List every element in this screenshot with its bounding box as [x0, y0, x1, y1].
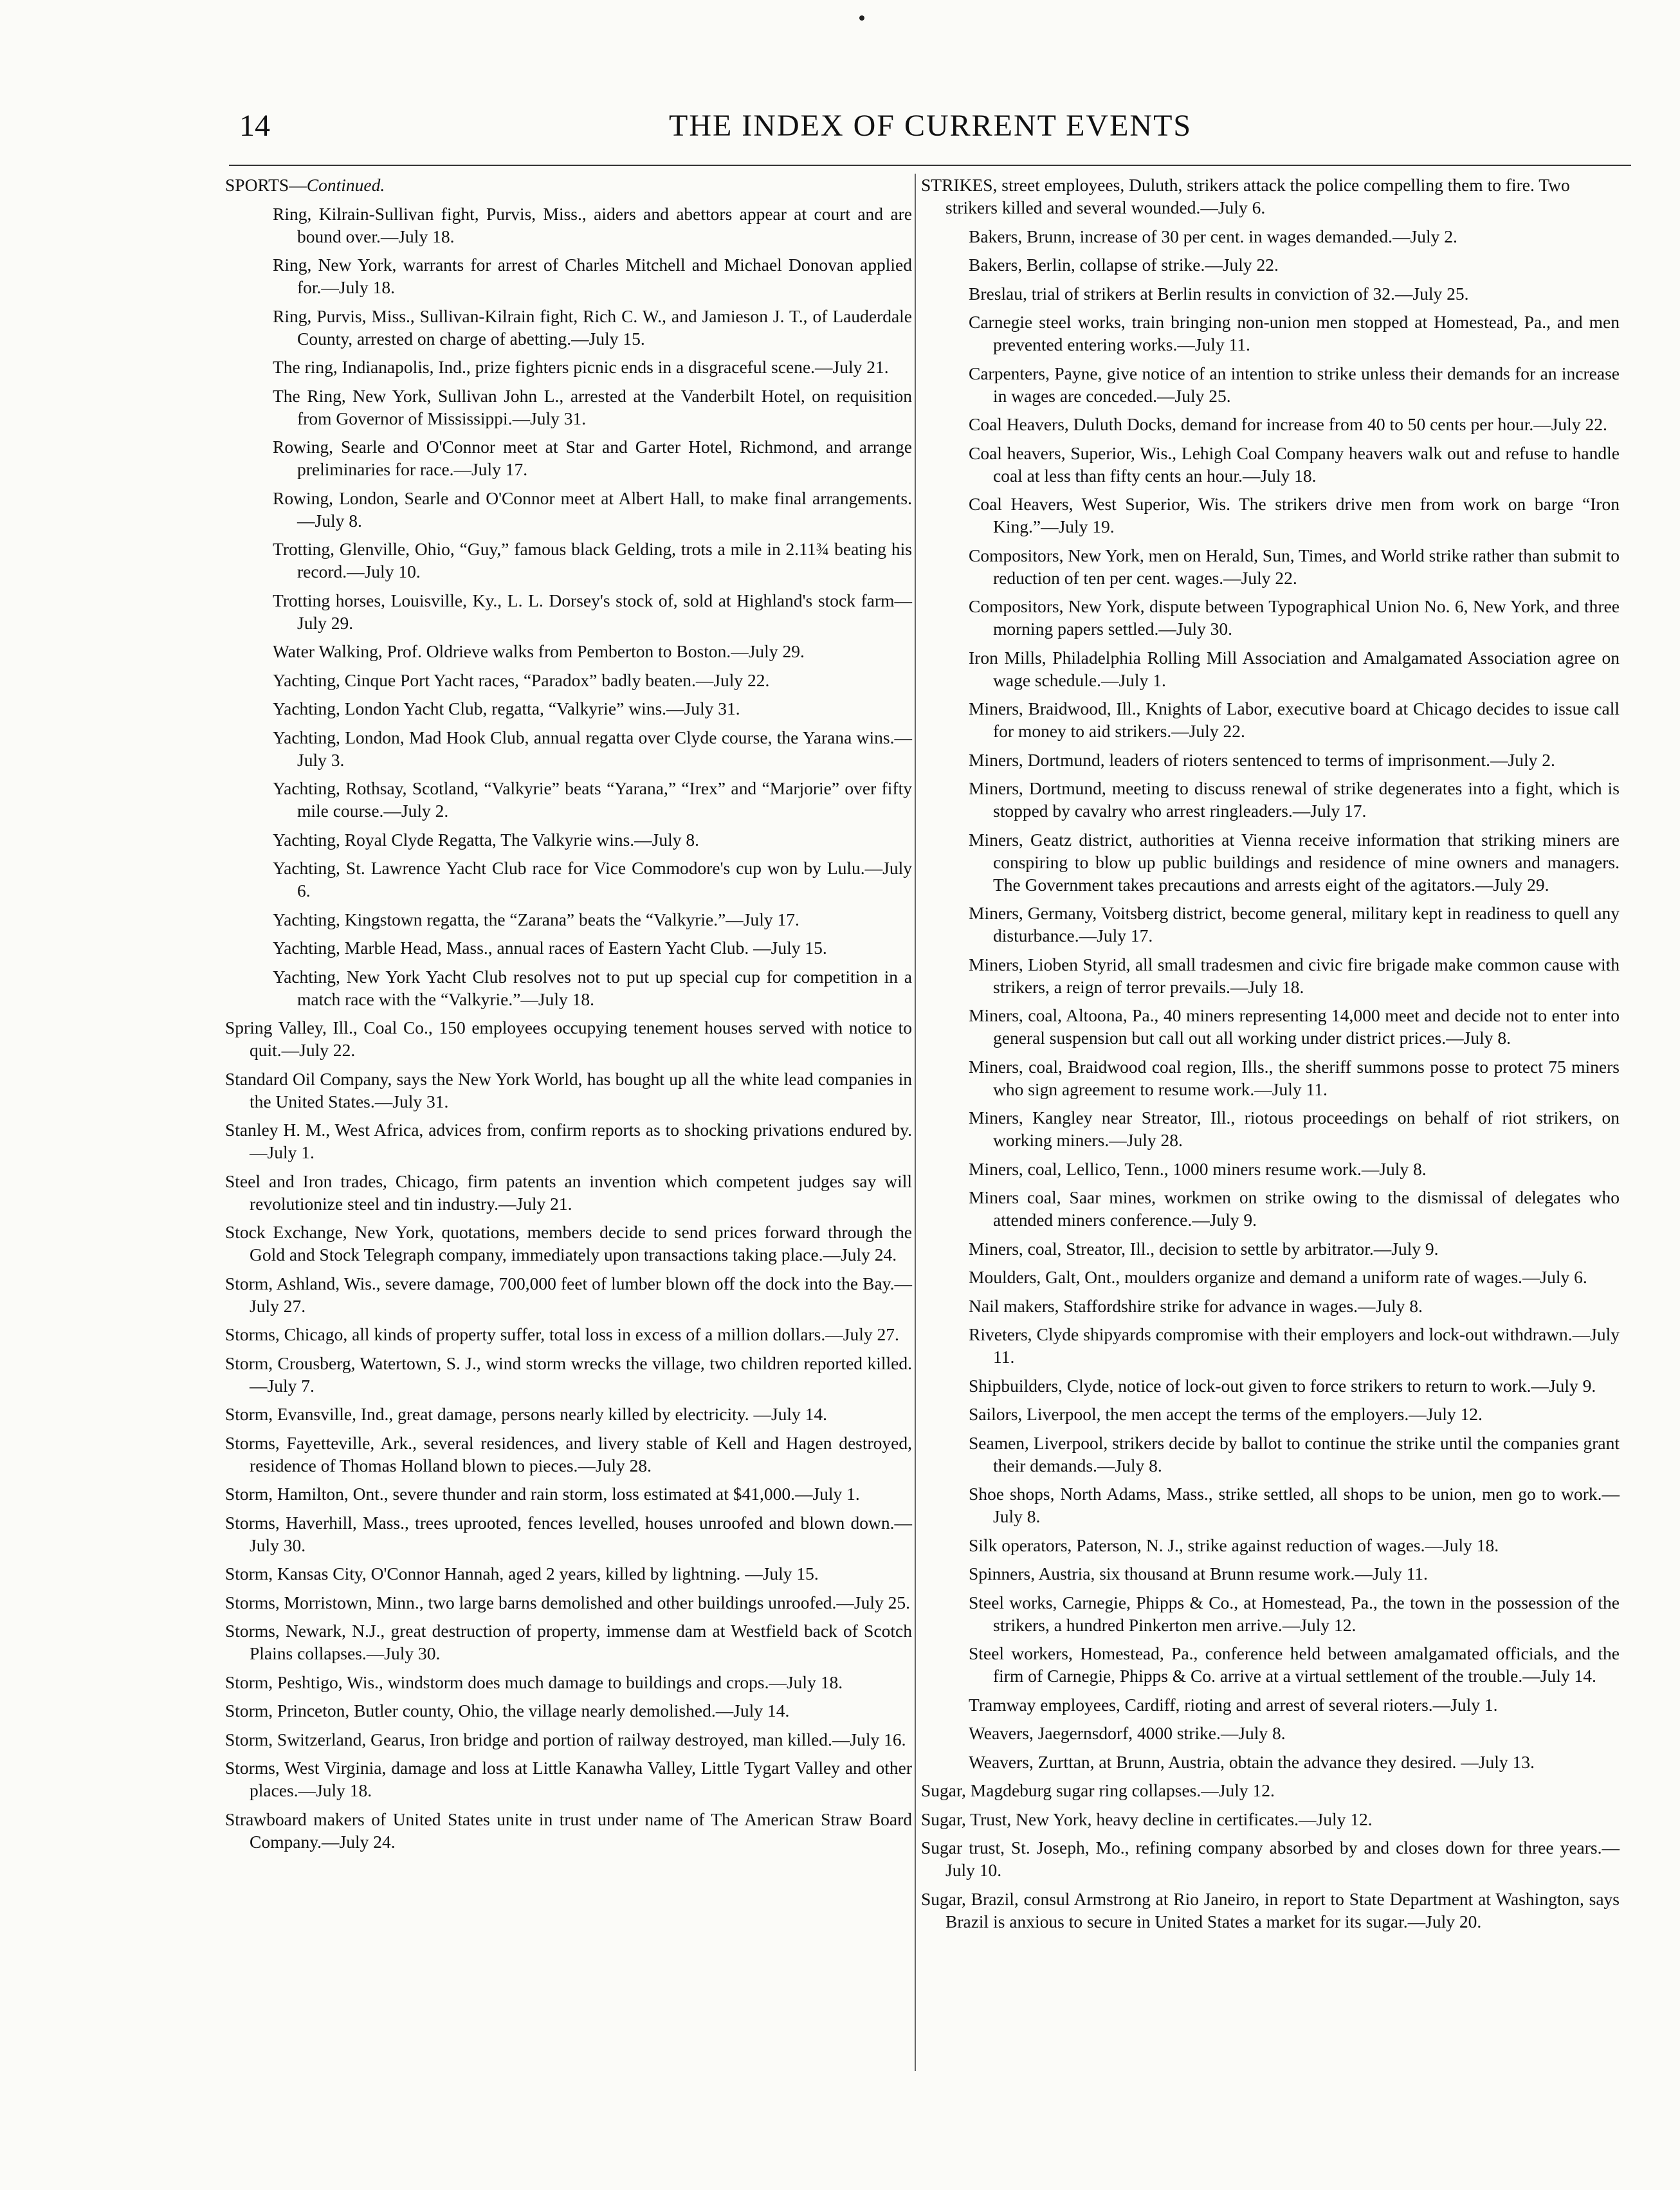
index-entry: Shoe shops, North Adams, Mass., strike settled, all shops to be union, men go to work.—July 8. [969, 1484, 1620, 1526]
index-entry: Bakers, Brunn, increase of 30 per cent. in wages demanded.—July 2. [969, 226, 1457, 246]
index-entry: Standard Oil Company, says the New York World, has bought up all the white lead companies in the United States.—July 31. [225, 1068, 912, 1111]
index-entry: Nail makers, Staffordshire strike for advance in wages.—July 8. [969, 1295, 1423, 1316]
strikes-sub-entries [921, 225, 1620, 1773]
index-entry: Storms, Morristown, Minn., two large barns demolished and other buildings unroofed.—July 25. [225, 1592, 911, 1612]
page-number: 14 [239, 109, 270, 143]
index-entry: Silk operators, Paterson, N. J., strike against reduction of wages.—July 18. [969, 1535, 1499, 1555]
index-entry: Bakers, Berlin, collapse of strike.—July 22. [969, 255, 1279, 275]
index-entry: Tramway employees, Cardiff, rioting and arrest of several rioters.—July 1. [969, 1694, 1498, 1715]
index-entry: Miners, Germany, Voitsberg district, become general, military kept in readiness to quell any disturbance.—July 17. [969, 903, 1620, 945]
index-entry: Steel workers, Homestead, Pa., conference held between amalgamated officials, and the firm of Carnegie, Phipps & Co. arrive at a virtual settlement of the trouble.—July 14. [969, 1643, 1620, 1686]
index-entry: Coal heavers, Superior, Wis., Lehigh Coal Company heavers walk out and refuse to handle coal at less than fifty cents an hour.—July 18. [969, 443, 1620, 486]
index-entry: Storms, Haverhill, Mass., trees uprooted, fences levelled, houses unroofed and blown down.—July 30. [225, 1512, 912, 1555]
index-entry: Miners, Dortmund, meeting to discuss renewal of strike degenerates into a fight, which is stopped by cavalry who arrest ringleaders.—July 17. [969, 778, 1620, 821]
index-entry: Sailors, Liverpool, the men accept the terms of the employers.—July 12. [969, 1404, 1483, 1424]
continued-label: Continued. [306, 175, 385, 195]
index-entry: Coal Heavers, Duluth Docks, demand for increase from 40 to 50 cents per hour.—July 22. [969, 414, 1607, 434]
index-entry: Yachting, Royal Clyde Regatta, The Valkyrie wins.—July 8. [273, 829, 700, 850]
right-entries [921, 1779, 1620, 1933]
index-entry: Miners coal, Saar mines, workmen on strike owing to the dismissal of delegates who attended miners conference.—July 9. [969, 1187, 1620, 1230]
index-entry: Yachting, New York Yacht Club resolves not to put up special cup for competition in a match race with the “Valkyrie.”—July 18. [273, 966, 912, 1009]
index-entry: Storm, Hamilton, Ont., severe thunder and rain storm, loss estimated at $41,000.—July 1. [225, 1484, 860, 1504]
column-divider [915, 174, 916, 2071]
index-entry: Coal Heavers, West Superior, Wis. The strikers drive men from work on barge “Iron King.”—July 19. [969, 494, 1620, 536]
sports-heading [225, 174, 912, 196]
index-entry: Spring Valley, Ill., Coal Co., 150 employees occupying tenement houses served with notice to quit.—July 22. [225, 1017, 912, 1060]
index-entry: Storm, Switzerland, Gearus, Iron bridge and portion of railway destroyed, man killed.—July 16. [225, 1729, 906, 1749]
index-entry: Storm, Crousberg, Watertown, S. J., wind storm wrecks the village, two children reported killed.—July 7. [225, 1353, 912, 1396]
index-entry: The Ring, New York, Sullivan John L., arrested at the Vanderbilt Hotel, on requisition from Governor of Mississippi.—July 31. [273, 385, 912, 428]
index-entry: Weavers, Zurttan, at Brunn, Austria, obtain the advance they desired. —July 13. [969, 1751, 1535, 1772]
index-entry: Seamen, Liverpool, strikers decide by ballot to continue the strike until the companies grant their demands.—July 8. [969, 1432, 1620, 1475]
index-entry: Compositors, New York, men on Herald, Sun, Times, and World strike rather than submit to reduction of ten per cent. wages.—July 22. [969, 545, 1620, 588]
index-entry: Strawboard makers of United States unite in trust under name of The American Straw Board Company.—July 24. [225, 1809, 912, 1852]
printer-dot [859, 15, 864, 21]
left-column [225, 174, 912, 1859]
index-entry: Miners, Dortmund, leaders of rioters sentenced to terms of imprisonment.—July 2. [969, 749, 1555, 770]
index-entry: Miners, coal, Streator, Ill., decision to settle by arbitrator.—July 9. [969, 1238, 1439, 1259]
sports-heading-label: SPORTS— [225, 175, 307, 195]
index-entry: Stanley H. M., West Africa, advices from, confirm reports as to shocking privations endured by.—July 1. [225, 1120, 912, 1162]
index-entry: Moulders, Galt, Ont., moulders organize and demand a uniform rate of wages.—July 6. [969, 1267, 1587, 1287]
index-entry: Miners, Braidwood, Ill., Knights of Labor, executive board at Chicago decides to issue call for money to aid strikers.—July 22. [969, 698, 1620, 741]
page-header [0, 108, 1680, 160]
index-entry: Trotting, Glenville, Ohio, “Guy,” famous black Gelding, trots a mile in 2.11¾ beating his record.—July 10. [273, 539, 912, 581]
index-entry: Storms, Fayetteville, Ark., several residences, and livery stable of Kell and Hagen destroyed, residence of Thomas Holland blown to pieces.—July 28. [225, 1432, 912, 1475]
index-entry: Miners, Kangley near Streator, Ill., riotous proceedings on behalf of riot strikers, on working miners.—July 28. [969, 1108, 1620, 1150]
index-entry: Stock Exchange, New York, quotations, members decide to send prices forward through the Gold and Stock Telegraph company, immediately upon transactions taking place.—July 24. [225, 1222, 912, 1264]
index-entry: Storm, Kansas City, O'Connor Hannah, aged 2 years, killed by lightning. —July 15. [225, 1564, 819, 1583]
index-entry: Miners, coal, Lellico, Tenn., 1000 miners resume work.—July 8. [969, 1158, 1427, 1179]
index-entry: Rowing, Searle and O'Connor meet at Star and Garter Hotel, Richmond, and arrange preliminaries for race.—July 17. [273, 437, 912, 479]
index-entry: Steel works, Carnegie, Phipps & Co., at Homestead, Pa., the town in the possession of the strikers, a hundred Pinkerton men arrive.—July 12. [969, 1592, 1620, 1635]
index-entry: Carnegie steel works, train bringing non-union men stopped at Homestead, Pa., and men prevented entering works.—July 11. [969, 312, 1620, 354]
index-entry: Miners, Lioben Styrid, all small tradesmen and civic fire brigade make common cause with strikers, a reign of terror prevails.—July 18. [969, 954, 1620, 997]
index-entry: Storms, Newark, N.J., great destruction of property, immense dam at Westfield back of Scotch Plains collapses.—July 30. [225, 1621, 912, 1663]
index-entry: Ring, New York, warrants for arrest of Charles Mitchell and Michael Donovan applied for.—July 18. [273, 255, 912, 297]
index-entry: Storms, Chicago, all kinds of property suffer, total loss in excess of a million dollars.—July 27. [225, 1324, 899, 1344]
index-entry: Storms, West Virginia, damage and loss at Little Kanawha Valley, Little Tygart Valley and other places.—July 18. [225, 1758, 912, 1800]
index-entry: Breslau, trial of strikers at Berlin results in conviction of 32.—July 25. [969, 283, 1469, 304]
index-entry: Yachting, London Yacht Club, regatta, “Valkyrie” wins.—July 31. [273, 698, 740, 718]
index-entry: Sugar trust, St. Joseph, Mo., refining company absorbed by and closes down for three years.—July 10. [921, 1838, 1620, 1880]
index-entry: Storm, Evansville, Ind., great damage, persons nearly killed by electricity. —July 14. [225, 1404, 828, 1424]
sports-sub-entries [225, 203, 912, 1010]
page-title: THE INDEX OF CURRENT EVENTS [669, 109, 1192, 143]
index-entry: Sugar, Magdeburg sugar ring collapses.—July 12. [921, 1780, 1275, 1800]
index-entry: Miners, Geatz district, authorities at Vienna receive information that striking miners are conspiring to blow up public buildings and residence of mine owners and managers. The Government takes precautions and arrests eight of the agitators.—July 29. [969, 829, 1620, 895]
right-column [921, 174, 1620, 1939]
index-entry: Miners, coal, Braidwood coal region, Ills., the sheriff summons posse to protect 75 miners who sign agreement to resume work.—July 11. [969, 1056, 1620, 1099]
header-rule [229, 165, 1631, 166]
index-entry: Yachting, Cinque Port Yacht races, “Paradox” badly beaten.—July 22. [273, 670, 770, 690]
index-entry: Riveters, Clyde shipyards compromise with their employers and lock-out withdrawn.—July 11. [969, 1324, 1620, 1367]
index-entry: Water Walking, Prof. Oldrieve walks from Pemberton to Boston.—July 29. [273, 641, 805, 661]
index-entry: Ring, Kilrain-Sullivan fight, Purvis, Miss., aiders and abettors appear at court and are bound over.—July 18. [273, 203, 912, 246]
index-entry: Sugar, Trust, New York, heavy decline in certificates.—July 12. [921, 1809, 1373, 1829]
index-entry: Yachting, Marble Head, Mass., annual races of Eastern Yacht Club. —July 15. [273, 938, 827, 958]
index-entry: Storm, Princeton, Butler county, Ohio, the village nearly demolished.—July 14. [225, 1701, 790, 1720]
index-entry: Compositors, New York, dispute between Typographical Union No. 6, New York, and three morning papers settled.—July 30. [969, 596, 1620, 639]
index-entry: Yachting, Kingstown regatta, the “Zarana” beats the “Valkyrie.”—July 17. [273, 909, 799, 929]
index-entry: Yachting, Rothsay, Scotland, “Valkyrie” beats “Yarana,” “Irex” and “Marjorie” over fifty mile course.—July 2. [273, 778, 912, 821]
index-entry: Shipbuilders, Clyde, notice of lock-out given to force strikers to return to work.—July 9. [969, 1375, 1596, 1396]
index-entry: Spinners, Austria, six thousand at Brunn resume work.—July 11. [969, 1564, 1428, 1583]
index-entry: Trotting horses, Louisville, Ky., L. L. Dorsey's stock of, sold at Highland's stock farm—July 29. [273, 590, 912, 633]
index-entry: Sugar, Brazil, consul Armstrong at Rio Janeiro, in report to State Department at Washington, says Brazil is anxious to secure in United States a market for its sugar.—July 20. [921, 1888, 1620, 1931]
index-entry: Storm, Ashland, Wis., severe damage, 700,000 feet of lumber blown off the dock into the Bay.—July 27. [225, 1273, 912, 1316]
index-entry: Rowing, London, Searle and O'Connor meet at Albert Hall, to make final arrangements.—July 8. [273, 488, 912, 531]
index-entry: Yachting, London, Mad Hook Club, annual regatta over Clyde course, the Yarana wins.—July 3. [273, 727, 912, 770]
index-entry: Iron Mills, Philadelphia Rolling Mill Association and Amalgamated Association agree on wage schedule.—July 1. [969, 647, 1620, 690]
index-entry: Storm, Peshtigo, Wis., windstorm does much damage to buildings and crops.—July 18. [225, 1672, 843, 1692]
index-entry: Weavers, Jaegernsdorf, 4000 strike.—July 8. [969, 1723, 1286, 1743]
index-entry: The ring, Indianapolis, Ind., prize fighters picnic ends in a disgraceful scene.—July 21. [273, 357, 889, 377]
index-entry: Steel and Iron trades, Chicago, firm patents an invention which competent judges say will revolutionize steel and tin industry.—July 21. [225, 1171, 912, 1214]
strikes-heading: STRIKES, street employees, Duluth, strikers attack the police compelling them to fire. Two strikers killed and several wounded.—July 6. [921, 175, 1570, 217]
index-entry: Carpenters, Payne, give notice of an intention to strike unless their demands for an increase in wages are conceded.—July 25. [969, 363, 1620, 406]
index-entry: Ring, Purvis, Miss., Sullivan-Kilrain fight, Rich C. W., and Jamieson J. T., of Lauderdale County, arrested on charge of abetting.—July 15. [273, 306, 912, 349]
index-entry: Miners, coal, Altoona, Pa., 40 miners representing 14,000 meet and decide not to enter into general suspension but call out all working under district prices.—July 8. [969, 1005, 1620, 1048]
index-entry: Yachting, St. Lawrence Yacht Club race for Vice Commodore's cup won by Lulu.—July 6. [273, 858, 912, 900]
left-entries [225, 1016, 912, 1853]
